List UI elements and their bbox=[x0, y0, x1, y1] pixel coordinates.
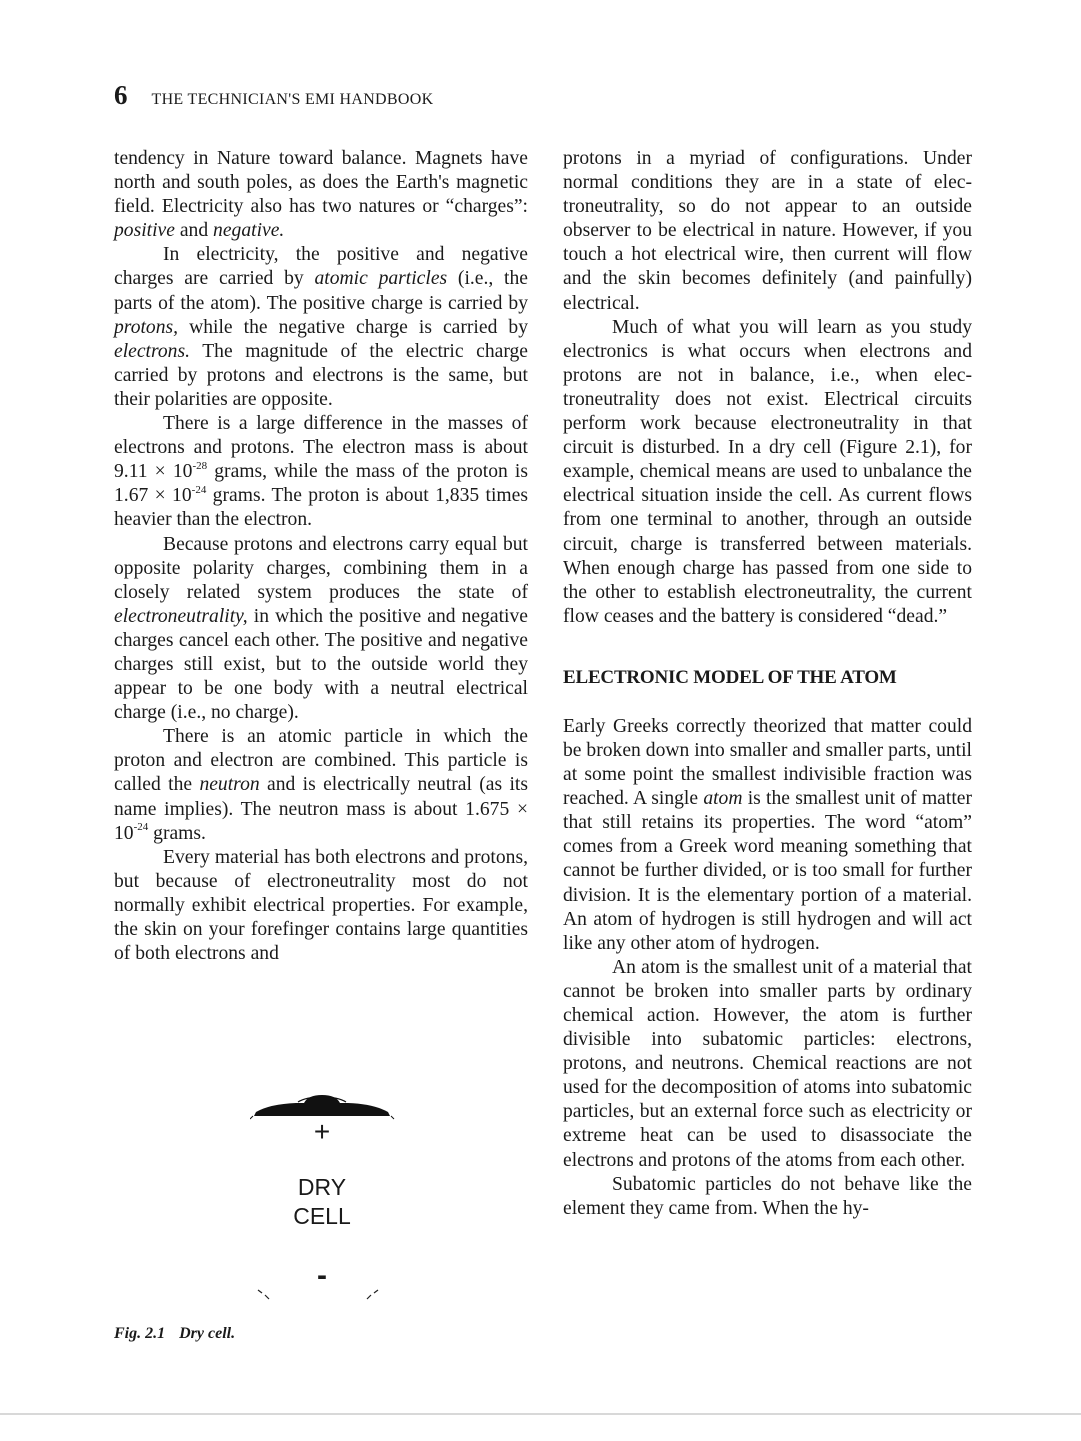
paragraph: In electricity, the positive and negative charges are carried by atomic particles (i.e., the parts of the atom). The positive charge is carried by protons, while the negative charge is carried by electrons. The magnitude of the electric charge carried by protons and electrons is the same, but their polarities are opposite. bbox=[114, 244, 528, 410]
dry-cell-figure bbox=[250, 1085, 395, 1315]
paragraph: Early Greeks correctly theorized that matter could be broken down into smaller and smaller parts, until at some point the smallest indivisible fraction was reached. A single atom is the smallest unit of matter that still retains its properties. The word “atom” comes from a Greek word meaning something that cannot be further divided, or is too small for further division. It is the elementary portion of a material. An atom of hydrogen is still hydrogen and will act like any other atom of hydrogen. bbox=[563, 715, 972, 954]
figure-number: Fig. 2.1 bbox=[114, 1325, 166, 1342]
right-column bbox=[563, 147, 972, 1221]
negative-terminal-label: - bbox=[317, 1259, 327, 1292]
figure-caption bbox=[114, 1325, 235, 1343]
paragraph: Much of what you will learn as you study electronics is what occurs when electrons and protons are not in balance, i.e., when electroneutrality does not exist. Electrical circuits perform work because electroneutrality in that circuit is disturbed. In a dry cell (Figure 2.1), for example, chemical means are used to unbalance the electrical situation inside the cell. As current flows from one terminal to another, through an outside circuit, charge is transferred between materials. When enough charge has passed from one side to the other to establish electroneutrality, the current flow ceases and the battery is considered “dead.” bbox=[563, 316, 972, 627]
paragraph: Because protons and electrons carry equal but opposite polarity charges, combining them in a closely related system produces the state of electroneutrality, in which the positive and negative charges cancel each other. The positive and negative charges still exist, but to the outside world they appear to be one body with a neutral electrical charge (i.e., no charge). bbox=[114, 533, 528, 724]
book-title: THE TECHNICIAN'S EMI HANDBOOK bbox=[151, 91, 434, 108]
paragraph: There is a large difference in the masses of electrons and protons. The electron mass is about $9.11 \times 10^{-28}$ grams, while the mass of the proton is $1.67 \times 10^{-24}$ grams. The proton is about 1,835 times heavier than the electron. bbox=[114, 413, 528, 531]
paragraph: An atom is the smallest unit of a material that cannot be broken into smaller parts by ordinary chemical action. However, the atom is further divisible into subatomic particles: electrons, protons, and neutrons. Chemical reactions are not used for the decomposition of atoms into subatomic particles, but an external force such as electricity or extreme heat can be used to disassociate the electrons and protons of the atoms from each other. bbox=[563, 956, 972, 1171]
running-head bbox=[114, 80, 433, 110]
figure-caption-text: Dry cell. bbox=[179, 1325, 236, 1342]
cell-outline-fragment-icon bbox=[250, 1280, 395, 1320]
page-number: 6 bbox=[114, 80, 128, 110]
left-column bbox=[114, 147, 528, 966]
paragraph: protons in a myriad of configurations. Under normal conditions they are in a state of electroneutrality, so do not appear to an outside observer to be electrical in nature. However, if you touch a hot electrical wire, then current will flow and the skin becomes definitely (and painfully) electrical. bbox=[563, 148, 972, 314]
section-heading: ELECTRONIC MODEL OF THE ATOM bbox=[563, 666, 897, 688]
figure-label-line1: DRY bbox=[297, 1174, 347, 1200]
paragraph: tendency in Nature toward balance. Magnets have north and south poles, as does the Earth's magnetic field. Electricity also has two natures or “charges”: positive and negative. bbox=[114, 148, 528, 242]
page-bottom-edge bbox=[0, 1413, 1081, 1415]
paragraph: Subatomic particles do not behave like the element they came from. When the hy- bbox=[563, 1173, 972, 1219]
paragraph: There is an atomic particle in which the proton and electron are combined. This particle is called the neutron and is electrically neutral (as its name implies). The neutron mass is about $1.675 \times 10^{-24}$ grams. bbox=[114, 726, 528, 844]
figure-label-line2: CELL bbox=[293, 1203, 351, 1229]
paragraph: Every material has both electrons and protons, but because of electroneutrality most do not normally exhibit electrical properties. For example, the skin on your forefinger contains large quantities of both electrons and bbox=[114, 846, 528, 965]
positive-terminal-label: + bbox=[313, 1116, 331, 1147]
